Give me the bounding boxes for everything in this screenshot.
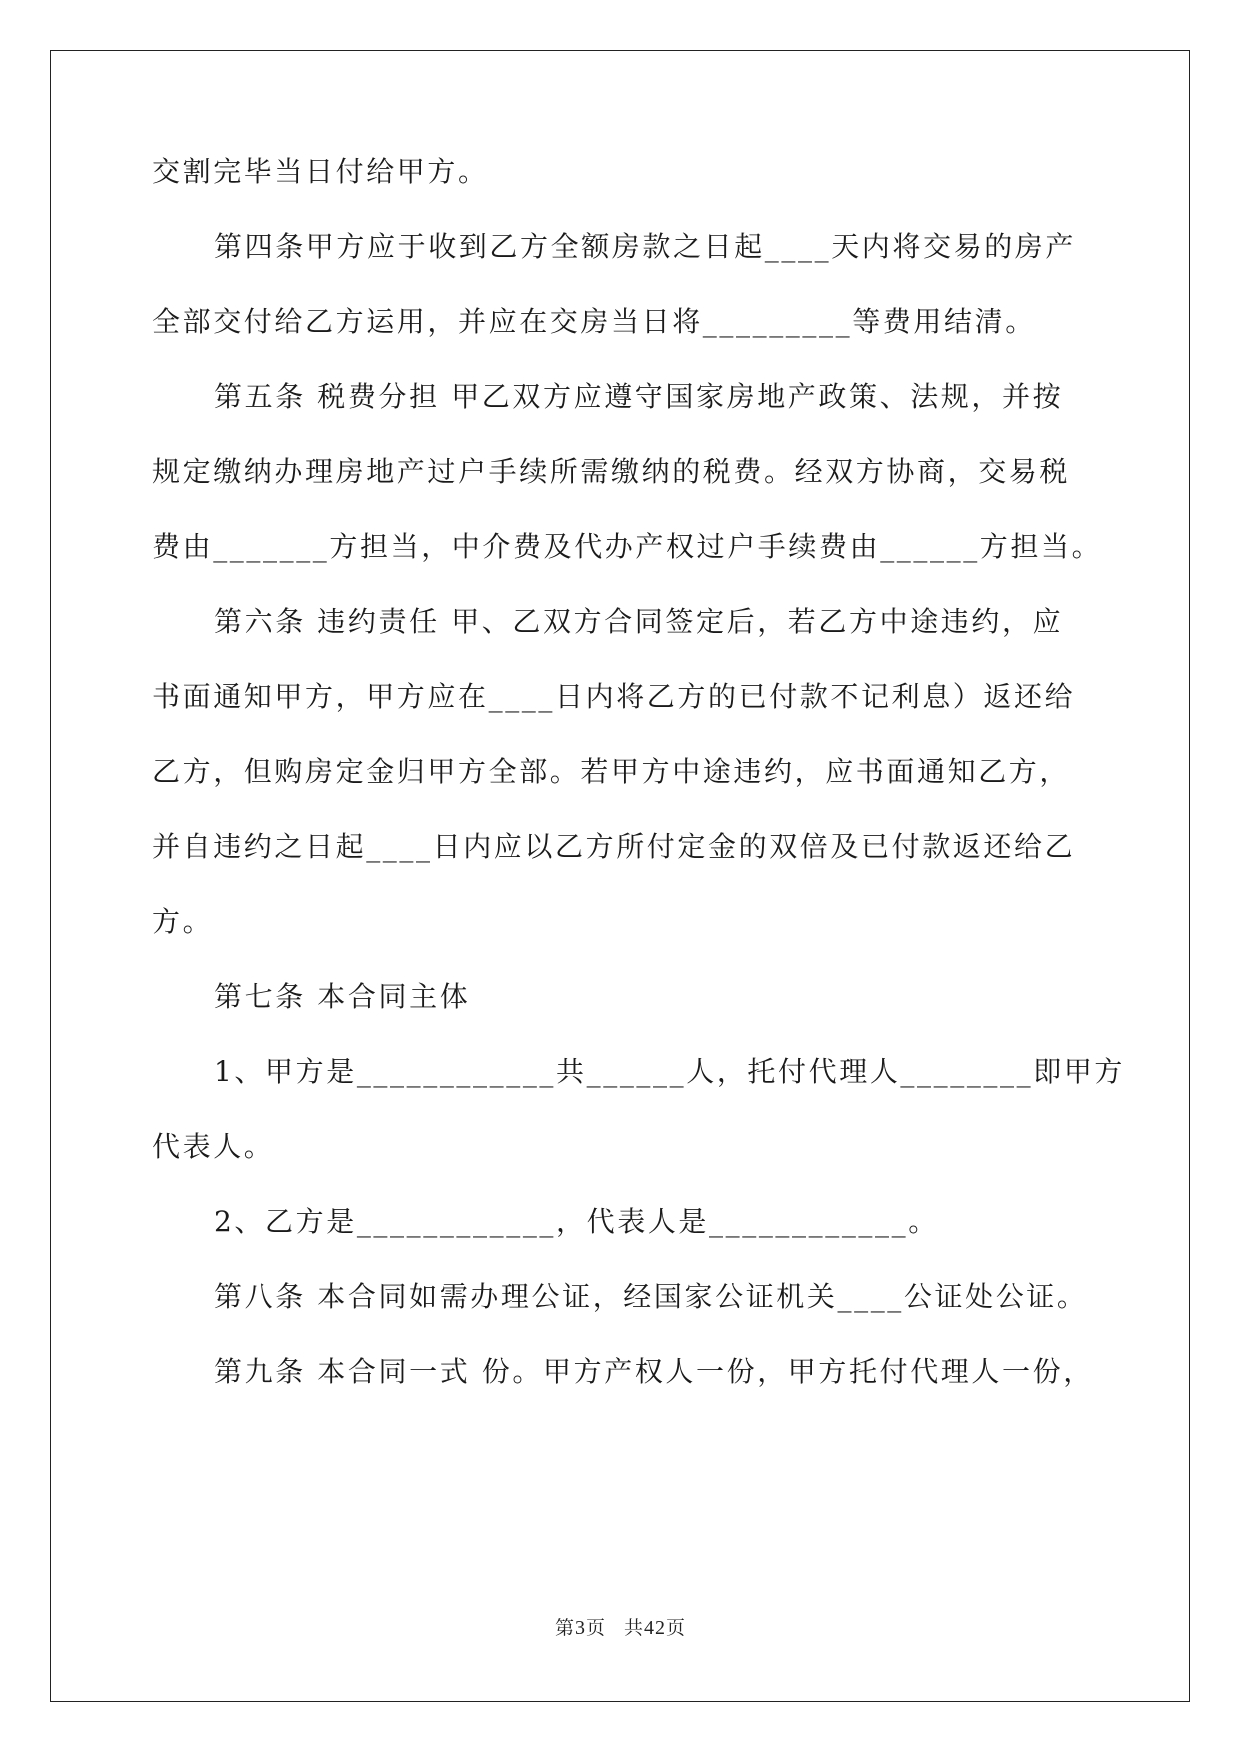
- text-line: 第八条 本合同如需办理公证，经国家公证机关____公证处公证。: [214, 1280, 1088, 1313]
- page-total: 42: [644, 1617, 667, 1639]
- text-line: 并自违约之日起____日内应以乙方所付定金的双倍及已付款返还给乙: [152, 830, 1076, 863]
- page-border: [50, 50, 1190, 1702]
- text-line: 规定缴纳办理房地产过户手续所需缴纳的税费。经双方协商，交易税: [152, 455, 1071, 488]
- page-footer: [0, 1613, 1241, 1640]
- page-suffix: 页: [585, 1617, 606, 1639]
- total-suffix: 页: [666, 1617, 687, 1639]
- text-line: 全部交付给乙方运用，并应在交房当日将_________等费用结清。: [152, 305, 1036, 338]
- page-prefix: 第: [554, 1617, 575, 1639]
- text-line: 第五条 税费分担 甲乙双方应遵守国家房地产政策、法规，并按: [214, 380, 1064, 413]
- text-line: 第九条 本合同一式 份。甲方产权人一份，甲方托付代理人一份，: [214, 1355, 1094, 1388]
- text-line: 乙方，但购房定金归甲方全部。若甲方中途违约，应书面通知乙方，: [152, 755, 1071, 788]
- text-line: 2、乙方是____________，代表人是____________。: [214, 1205, 939, 1238]
- total-prefix: 共: [624, 1617, 645, 1639]
- text-line: 交割完毕当日付给甲方。: [152, 155, 489, 188]
- text-line: 费由_______方担当，中介费及代办产权过户手续费由______方担当。: [152, 530, 1103, 563]
- text-line: 第七条 本合同主体: [214, 980, 471, 1013]
- text-line: 代表人。: [152, 1130, 275, 1163]
- text-line: 第六条 违约责任 甲、乙双方合同签定后，若乙方中途违约，应: [214, 605, 1064, 638]
- text-line: 1、甲方是____________共______人，托付代理人________即甲方: [214, 1055, 1126, 1088]
- text-line: 第四条甲方应于收到乙方全额房款之日起____天内将交易的房产: [214, 230, 1077, 263]
- text-line: 方。: [152, 905, 214, 938]
- page-number: 3: [574, 1617, 586, 1639]
- text-line: 书面通知甲方，甲方应在____日内将乙方的已付款不记利息）返还给: [152, 680, 1076, 713]
